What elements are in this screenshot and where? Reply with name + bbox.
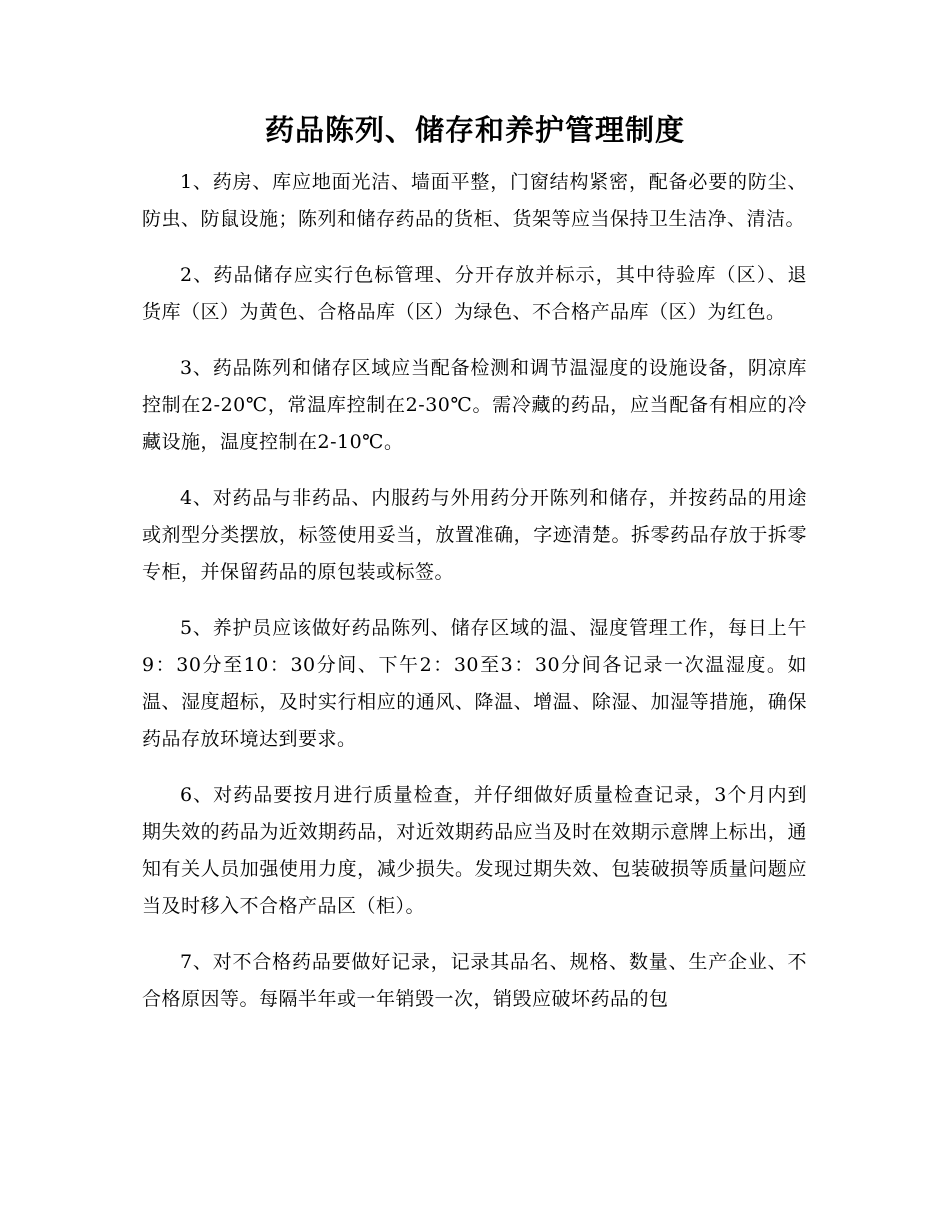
paragraph-2: 2、药品储存应实行色标管理、分开存放并标示，其中待验库（区）、退货库（区）为黄色、合格品库（区）为绿色、不合格产品库（区）为红色。 xyxy=(142,264,807,323)
paragraph-6: 6、对药品要按月进行质量检查，并仔细做好质量检查记录，3个月内到期失效的药品为近效期药品，对近效期药品应当及时在效期示意牌上标出，通知有关人员加强使用力度，减少损失。发现过期失效、包装破损等质量问题应当及时移入不合格产品区（柜）。 xyxy=(142,784,807,917)
paragraph-4: 4、对药品与非药品、内服药与外用药分开陈列和储存，并按药品的用途或剂型分类摆放，标签使用妥当，放置准确，字迹清楚。拆零药品存放于拆零专柜，并保留药品的原包装或标签。 xyxy=(142,487,807,583)
paragraph-5: 5、养护员应该做好药品陈列、储存区域的温、湿度管理工作，每日上午9：30分至10：30分间、下午2：30至3：30分间各记录一次温湿度。如温、湿度超标，及时实行相应的通风、降温、增温、除湿、加湿等措施，确保药品存放环境达到要求。 xyxy=(142,617,807,750)
paragraph-1: 1、药房、库应地面光洁、墙面平整，门窗结构紧密，配备必要的防尘、防虫、防鼠设施；陈列和储存药品的货柜、货架等应当保持卫生洁净、清洁。 xyxy=(142,171,807,230)
paragraph-7: 7、对不合格药品要做好记录，记录其品名、规格、数量、生产企业、不合格原因等。每隔半年或一年销毁一次，销毁应破坏药品的包 xyxy=(142,951,807,1010)
document-title: 药品陈列、储存和养护管理制度 xyxy=(264,113,685,147)
paragraph-3: 3、药品陈列和储存区域应当配备检测和调节温湿度的设施设备，阴凉库控制在2-20℃，常温库控制在2-30℃。需冷藏的药品，应当配备有相应的冷藏设施，温度控制在2-10℃。 xyxy=(142,357,807,453)
document-body xyxy=(142,164,807,1037)
